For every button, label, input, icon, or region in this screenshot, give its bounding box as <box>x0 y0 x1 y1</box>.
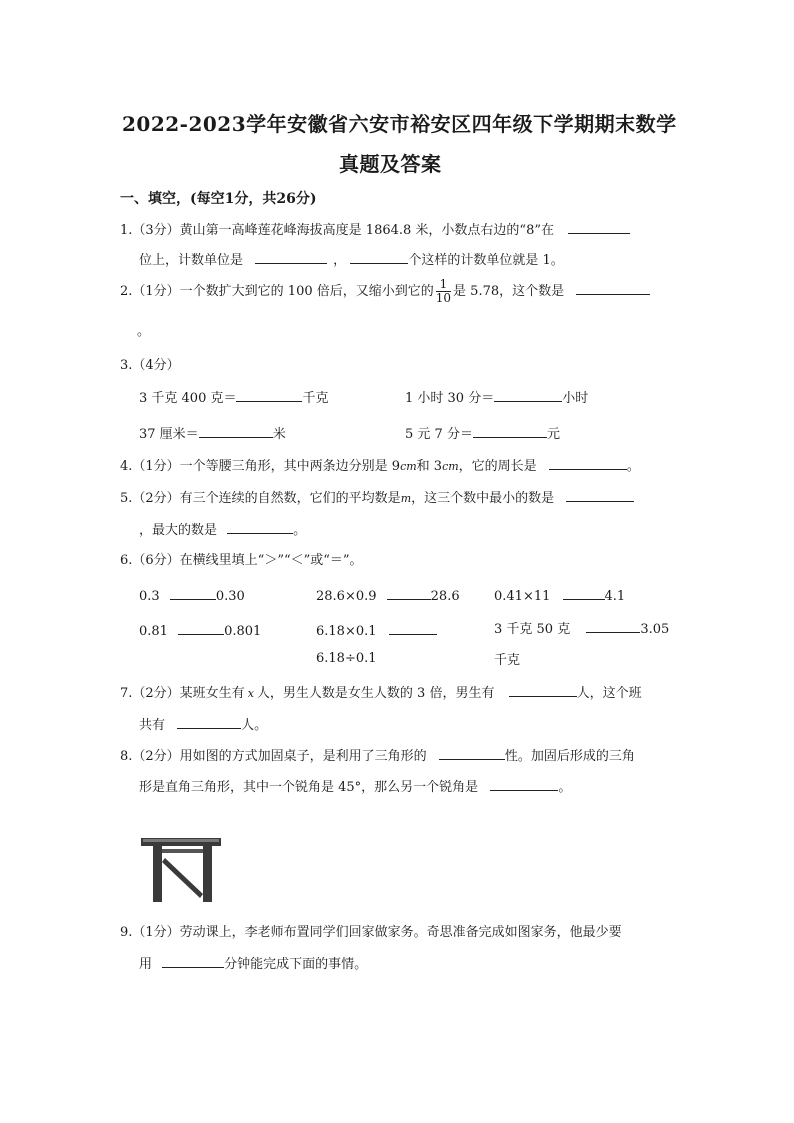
answer-blank[interactable] <box>177 714 241 729</box>
question-2-line1: 2.（1分）一个数扩大到它的 100 倍后，又缩小到它的 $\frac{1}{10}$ 是 5.78，这个数是 <box>120 278 650 305</box>
answer-blank[interactable] <box>199 423 273 438</box>
question-3-r1a: 3 千克 400 克＝ 千克 <box>139 387 329 406</box>
question-5-line2: ，最大的数是 。 <box>139 519 306 538</box>
answer-blank[interactable] <box>162 953 224 968</box>
question-1-line2: 位上，计数单位是 ， 个这样的计数单位就是 1。 <box>139 249 564 268</box>
answer-blank[interactable] <box>568 219 630 234</box>
compare-6: 3 千克 50 克 3.05 <box>494 618 669 637</box>
answer-blank[interactable] <box>563 585 605 600</box>
answer-blank[interactable] <box>509 682 577 697</box>
reinforced-table-figure <box>139 836 223 904</box>
page-title-line2: 真题及答案 <box>339 152 442 176</box>
answer-blank[interactable] <box>178 620 224 635</box>
compare-4: 0.81 0.801 <box>139 620 261 639</box>
answer-blank[interactable] <box>549 455 627 470</box>
answer-blank[interactable] <box>389 620 437 635</box>
question-1-line1: 1.（3分）黄山第一高峰莲花峰海拔高度是 1864.8 米，小数点右边的“8”在 <box>120 219 630 238</box>
question-4: 4.（1分）一个等腰三角形，其中两条边分别是 9cm和 3cm，它的周长是 。 <box>120 455 640 474</box>
answer-blank[interactable] <box>236 387 302 402</box>
compare-5: 6.18×0.1 <box>316 620 437 639</box>
question-3-r1b: 1 小时 30 分＝ 小时 <box>405 387 588 406</box>
page-title: 2022-2023学年安徽省六安市裕安区四年级下学期期末数学 <box>122 112 677 136</box>
answer-blank[interactable] <box>227 519 293 534</box>
answer-blank[interactable] <box>576 280 650 295</box>
question-8-line2: 形是直角三角形，其中一个锐角是 45°，那么另一个锐角是 。 <box>139 776 571 795</box>
question-9-line2: 用 分钟能完成下面的事情。 <box>139 953 367 972</box>
answer-blank[interactable] <box>255 249 327 264</box>
compare-3: 0.41×11 4.1 <box>494 585 625 604</box>
answer-blank[interactable] <box>387 585 431 600</box>
fraction: $\frac{1}{10}$ <box>435 277 452 305</box>
answer-blank[interactable] <box>494 387 562 402</box>
answer-blank[interactable] <box>439 745 505 760</box>
compare-5-right: 6.18÷0.1 <box>316 651 377 666</box>
question-3-head: 3.（4分） <box>120 358 180 373</box>
question-7-line2: 共有 人。 <box>139 714 267 733</box>
compare-1: 0.3 0.30 <box>139 585 245 604</box>
answer-blank[interactable] <box>490 776 558 791</box>
compare-2: 28.6×0.9 28.6 <box>316 585 460 604</box>
answer-blank[interactable] <box>586 618 640 633</box>
compare-6-unit: 千克 <box>494 653 521 668</box>
question-5-line1: 5.（2分）有三个连续的自然数，它们的平均数是m，这三个数中最小的数是 <box>120 487 634 506</box>
question-2-line2: 。 <box>137 324 151 339</box>
answer-blank[interactable] <box>170 585 216 600</box>
question-8-line1: 8.（2分）用如图的方式加固桌子，是利用了三角形的 性。加固后形成的三角 <box>120 745 635 764</box>
question-7-line1: 7.（2分）某班女生有 x 人，男生人数是女生人数的 3 倍，男生有 人，这个班 <box>120 682 642 701</box>
answer-blank[interactable] <box>473 423 547 438</box>
answer-blank[interactable] <box>350 249 408 264</box>
question-6-head: 6.（6分）在横线里填上“＞”“＜”或“＝”。 <box>120 553 363 568</box>
section-heading: 一、填空，(每空1分，共26分) <box>120 191 317 207</box>
question-3-r2a: 37 厘米＝ 米 <box>139 423 286 442</box>
question-9-line1: 9.（1分）劳动课上，李老师布置同学们回家做家务。奇思准备完成如图家务，他最少要 <box>120 925 622 940</box>
answer-blank[interactable] <box>566 487 634 502</box>
question-3-r2b: 5 元 7 分＝ 元 <box>405 423 560 442</box>
